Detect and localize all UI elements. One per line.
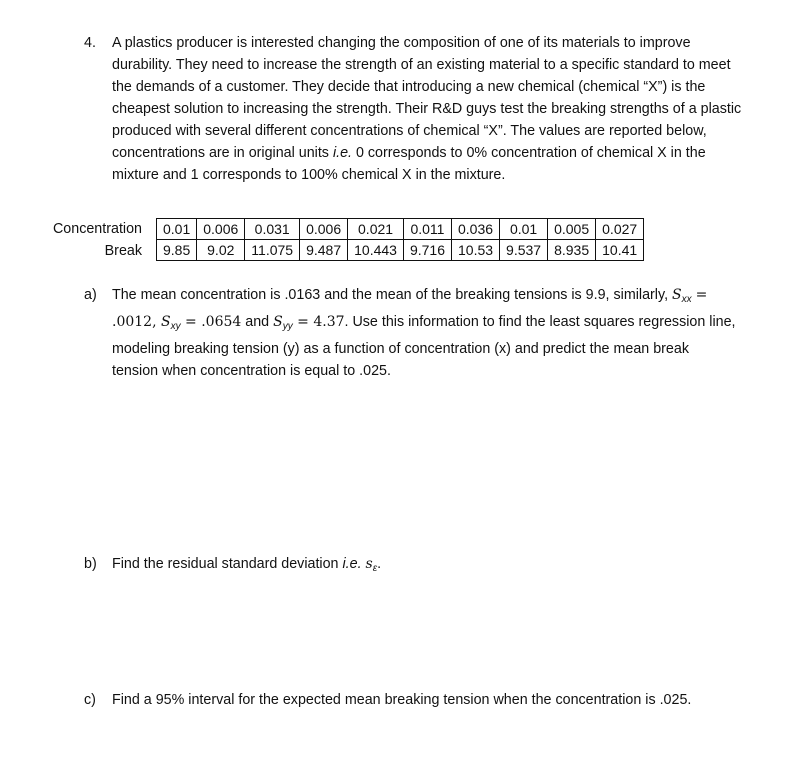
syy-subscript: yy (282, 321, 293, 332)
intro-text: A plastics producer is interested changing the composition of one of its materials to improve durability. They need to increase the strength of an existing material to a specific standard to meet the demands of a customer. They decide that introducing a new chemical (chemical “X”) is the cheapest solution to increasing the strength. Their R&D guys test the breaking strengths of a plastic produced with several different concentrations of chemical “X”. The values are reported below, concentrations are in original units (112, 35, 742, 161)
concentration-row (157, 219, 644, 240)
table-cell: 8.935 (548, 240, 596, 261)
part-c-label: c) (84, 692, 96, 708)
question-intro (112, 32, 742, 186)
table-cell: 0.036 (452, 219, 500, 240)
part-a-text-1: The mean concentration is .0163 and the mean of the breaking tensions is 9.9, similarly, (112, 287, 673, 303)
question-number: 4. (84, 35, 96, 51)
sxy-subscript: xy (170, 321, 181, 332)
row-label-concentration: Concentration (52, 221, 142, 237)
table-cell: 9.537 (500, 240, 548, 261)
table-cell: 0.021 (348, 219, 404, 240)
table-cell: 0.005 (548, 219, 596, 240)
syy-symbol: S (273, 314, 283, 330)
row-label-break: Break (104, 243, 142, 259)
break-row (157, 240, 644, 261)
table-cell: 0.006 (300, 219, 348, 240)
part-b-end: . (377, 556, 382, 572)
table-cell: 0.031 (245, 219, 300, 240)
table-cell: 10.53 (452, 240, 500, 261)
ie-italic: i.e. (332, 145, 353, 161)
table-cell: 0.01 (157, 219, 197, 240)
part-a-text (112, 284, 737, 382)
table-cell: 9.487 (300, 240, 348, 261)
syy-value: = 4.37 (292, 314, 345, 330)
intro-end-text: 0 corresponds to 0% concentration of chemical X in the mixture and 1 corresponds to 100% chemical X in the mixture. (112, 145, 706, 183)
part-b-label: b) (84, 556, 97, 572)
sxx-subscript: xx (681, 294, 692, 305)
table-cell: 0.027 (596, 219, 644, 240)
part-b-text-main: Find the residual standard deviation (112, 556, 343, 572)
sxy-symbol: S (160, 314, 171, 330)
and-text: and (241, 314, 274, 330)
table-cell: 9.716 (403, 240, 451, 261)
table-cell: 0.011 (403, 219, 451, 240)
part-a-label: a) (84, 287, 97, 303)
table-cell: 0.01 (500, 219, 548, 240)
s-epsilon-subscript: ε (372, 563, 378, 574)
table-cell: 10.41 (596, 240, 644, 261)
data-table (156, 218, 644, 261)
table-cell: 9.02 (197, 240, 245, 261)
sxx-symbol: S (672, 287, 682, 303)
table-cell: 11.075 (245, 240, 300, 261)
table-cell: 0.006 (197, 219, 245, 240)
part-a-text-2: . Use this information to find the least squares regression line, modeling breaking tension (y) as a function of concentration (x) and predict the mean break tension when concentration is equal to .025. (112, 314, 736, 379)
sxy-value: = .0654 (180, 314, 242, 330)
table-cell: 10.443 (348, 240, 404, 261)
table-row-labels (46, 218, 142, 262)
ie-italic-b: i.e. (342, 556, 362, 572)
table-cell: 9.85 (157, 240, 197, 261)
part-b-text (112, 553, 737, 580)
s-epsilon-symbol: s (365, 556, 373, 572)
sxx-value: = .0012, (112, 287, 708, 330)
part-c-text: Find a 95% interval for the expected mean breaking tension when the concentration is .025. (112, 692, 692, 708)
